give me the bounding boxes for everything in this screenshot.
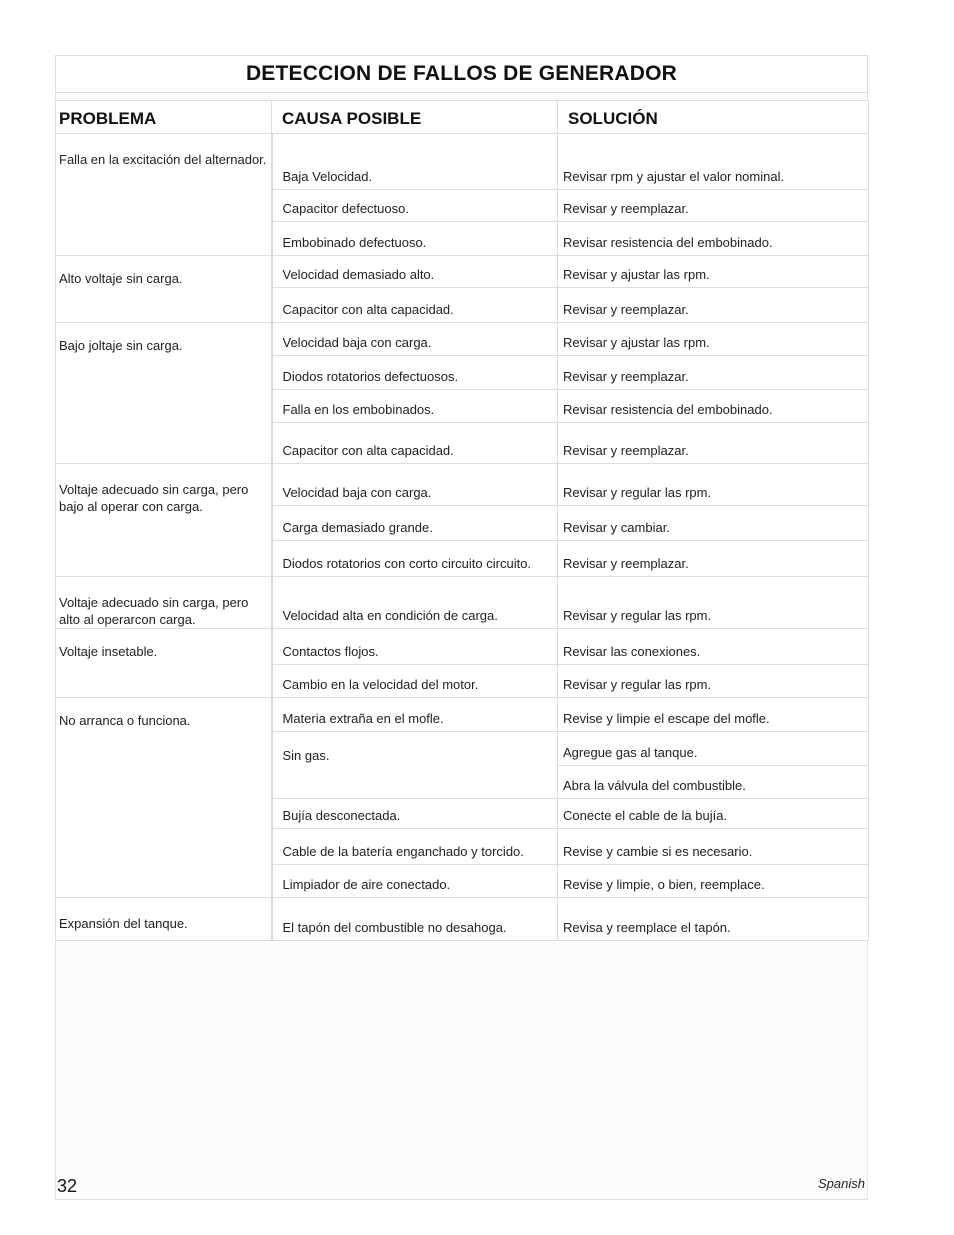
table-row [56,629,869,665]
table-row [56,577,869,629]
solution-cell: Revisar y regular las rpm. [558,577,869,629]
cause-cell: Bujía desconectada. [272,799,558,829]
cause-cell: Contactos flojos. [272,629,558,665]
page-title: DETECCION DE FALLOS DE GENERADOR [245,62,678,85]
cause-cell: Velocidad baja con carga. [272,464,558,506]
table-row [56,256,869,288]
solution-cell: Revisar y cambiar. [558,506,869,541]
cause-cell: Velocidad demasiado alto. [272,256,558,288]
language-label: Spanish [818,1176,865,1191]
cause-cell: Diodos rotatorios defectuosos. [272,356,558,390]
table-row [56,698,869,732]
solution-cell: Revisar y regular las rpm. [558,665,869,698]
table-row [56,323,869,356]
solution-cell: Abra la válvula del combustible. [558,766,869,799]
cause-cell: Materia extraña en el mofle. [272,698,558,732]
problem-cell: Voltaje adecuado sin carga, pero bajo al operar con carga. [56,464,272,577]
cause-cell: Sin gas. [272,732,558,799]
problem-cell: Voltaje adecuado sin carga, pero alto al operarcon carga. [56,577,272,629]
solution-cell: Revise y limpie el escape del mofle. [558,698,869,732]
solution-cell: Revisar y ajustar las rpm. [558,256,869,288]
solution-cell: Revisar resistencia del embobinado. [558,390,869,423]
page-number: 32 [57,1176,78,1196]
solution-cell: Revisar y reemplazar. [558,423,869,464]
cause-cell: Limpiador de aire conectado. [272,865,558,898]
solution-cell: Revisar rpm y ajustar el valor nominal. [558,134,869,190]
cause-cell: Falla en los embobinados. [272,390,558,423]
problem-cell: Voltaje insetable. [56,629,272,698]
problem-cell: Bajo joltaje sin carga. [56,323,272,464]
solution-cell: Revisar y ajustar las rpm. [558,323,869,356]
table-row [56,464,869,506]
cause-cell: Baja Velocidad. [272,134,558,190]
cause-cell: Embobinado defectuoso. [272,222,558,256]
table-header-row [56,101,869,134]
cause-cell: Cambio en la velocidad del motor. [272,665,558,698]
solution-cell: Revisar y reemplazar. [558,356,869,390]
title-box [55,55,868,93]
troubleshooting-table [55,100,869,941]
solution-cell: Revisar y reemplazar. [558,541,869,577]
cause-cell: Capacitor con alta capacidad. [272,288,558,323]
solution-cell: Revisa y reemplace el tapón. [558,898,869,941]
problem-cell: Alto voltaje sin carga. [56,256,272,323]
solution-cell: Revise y limpie, o bien, reemplace. [558,865,869,898]
header-problem: PROBLEMA [56,101,272,134]
solution-cell: Revisar y reemplazar. [558,190,869,222]
solution-cell: Revisar y reemplazar. [558,288,869,323]
cause-cell: Velocidad baja con carga. [272,323,558,356]
solution-cell: Revise y cambie si es necesario. [558,829,869,865]
solution-cell: Agregue gas al tanque. [558,732,869,766]
table-row [56,898,869,941]
cause-cell: Capacitor defectuoso. [272,190,558,222]
cause-cell: Carga demasiado grande. [272,506,558,541]
problem-cell: No arranca o funciona. [56,698,272,898]
cause-cell: Velocidad alta en condición de carga. [272,577,558,629]
cause-cell: Cable de la batería enganchado y torcido. [272,829,558,865]
header-solution: SOLUCIÓN [558,101,869,134]
table-row [56,134,869,190]
problem-cell: Falla en la excitación del alternador. [56,134,272,256]
solution-cell: Revisar y regular las rpm. [558,464,869,506]
solution-cell: Revisar resistencia del embobinado. [558,222,869,256]
footer-divider [55,1199,868,1200]
header-cause: CAUSA POSIBLE [272,101,558,134]
problem-cell: Expansión del tanque. [56,898,272,941]
solution-cell: Revisar las conexiones. [558,629,869,665]
table-body [56,134,869,941]
cause-cell: El tapón del combustible no desahoga. [272,898,558,941]
solution-cell: Conecte el cable de la bujía. [558,799,869,829]
cause-cell: Diodos rotatorios con corto circuito circuito. [272,541,558,577]
cause-cell: Capacitor con alta capacidad. [272,423,558,464]
